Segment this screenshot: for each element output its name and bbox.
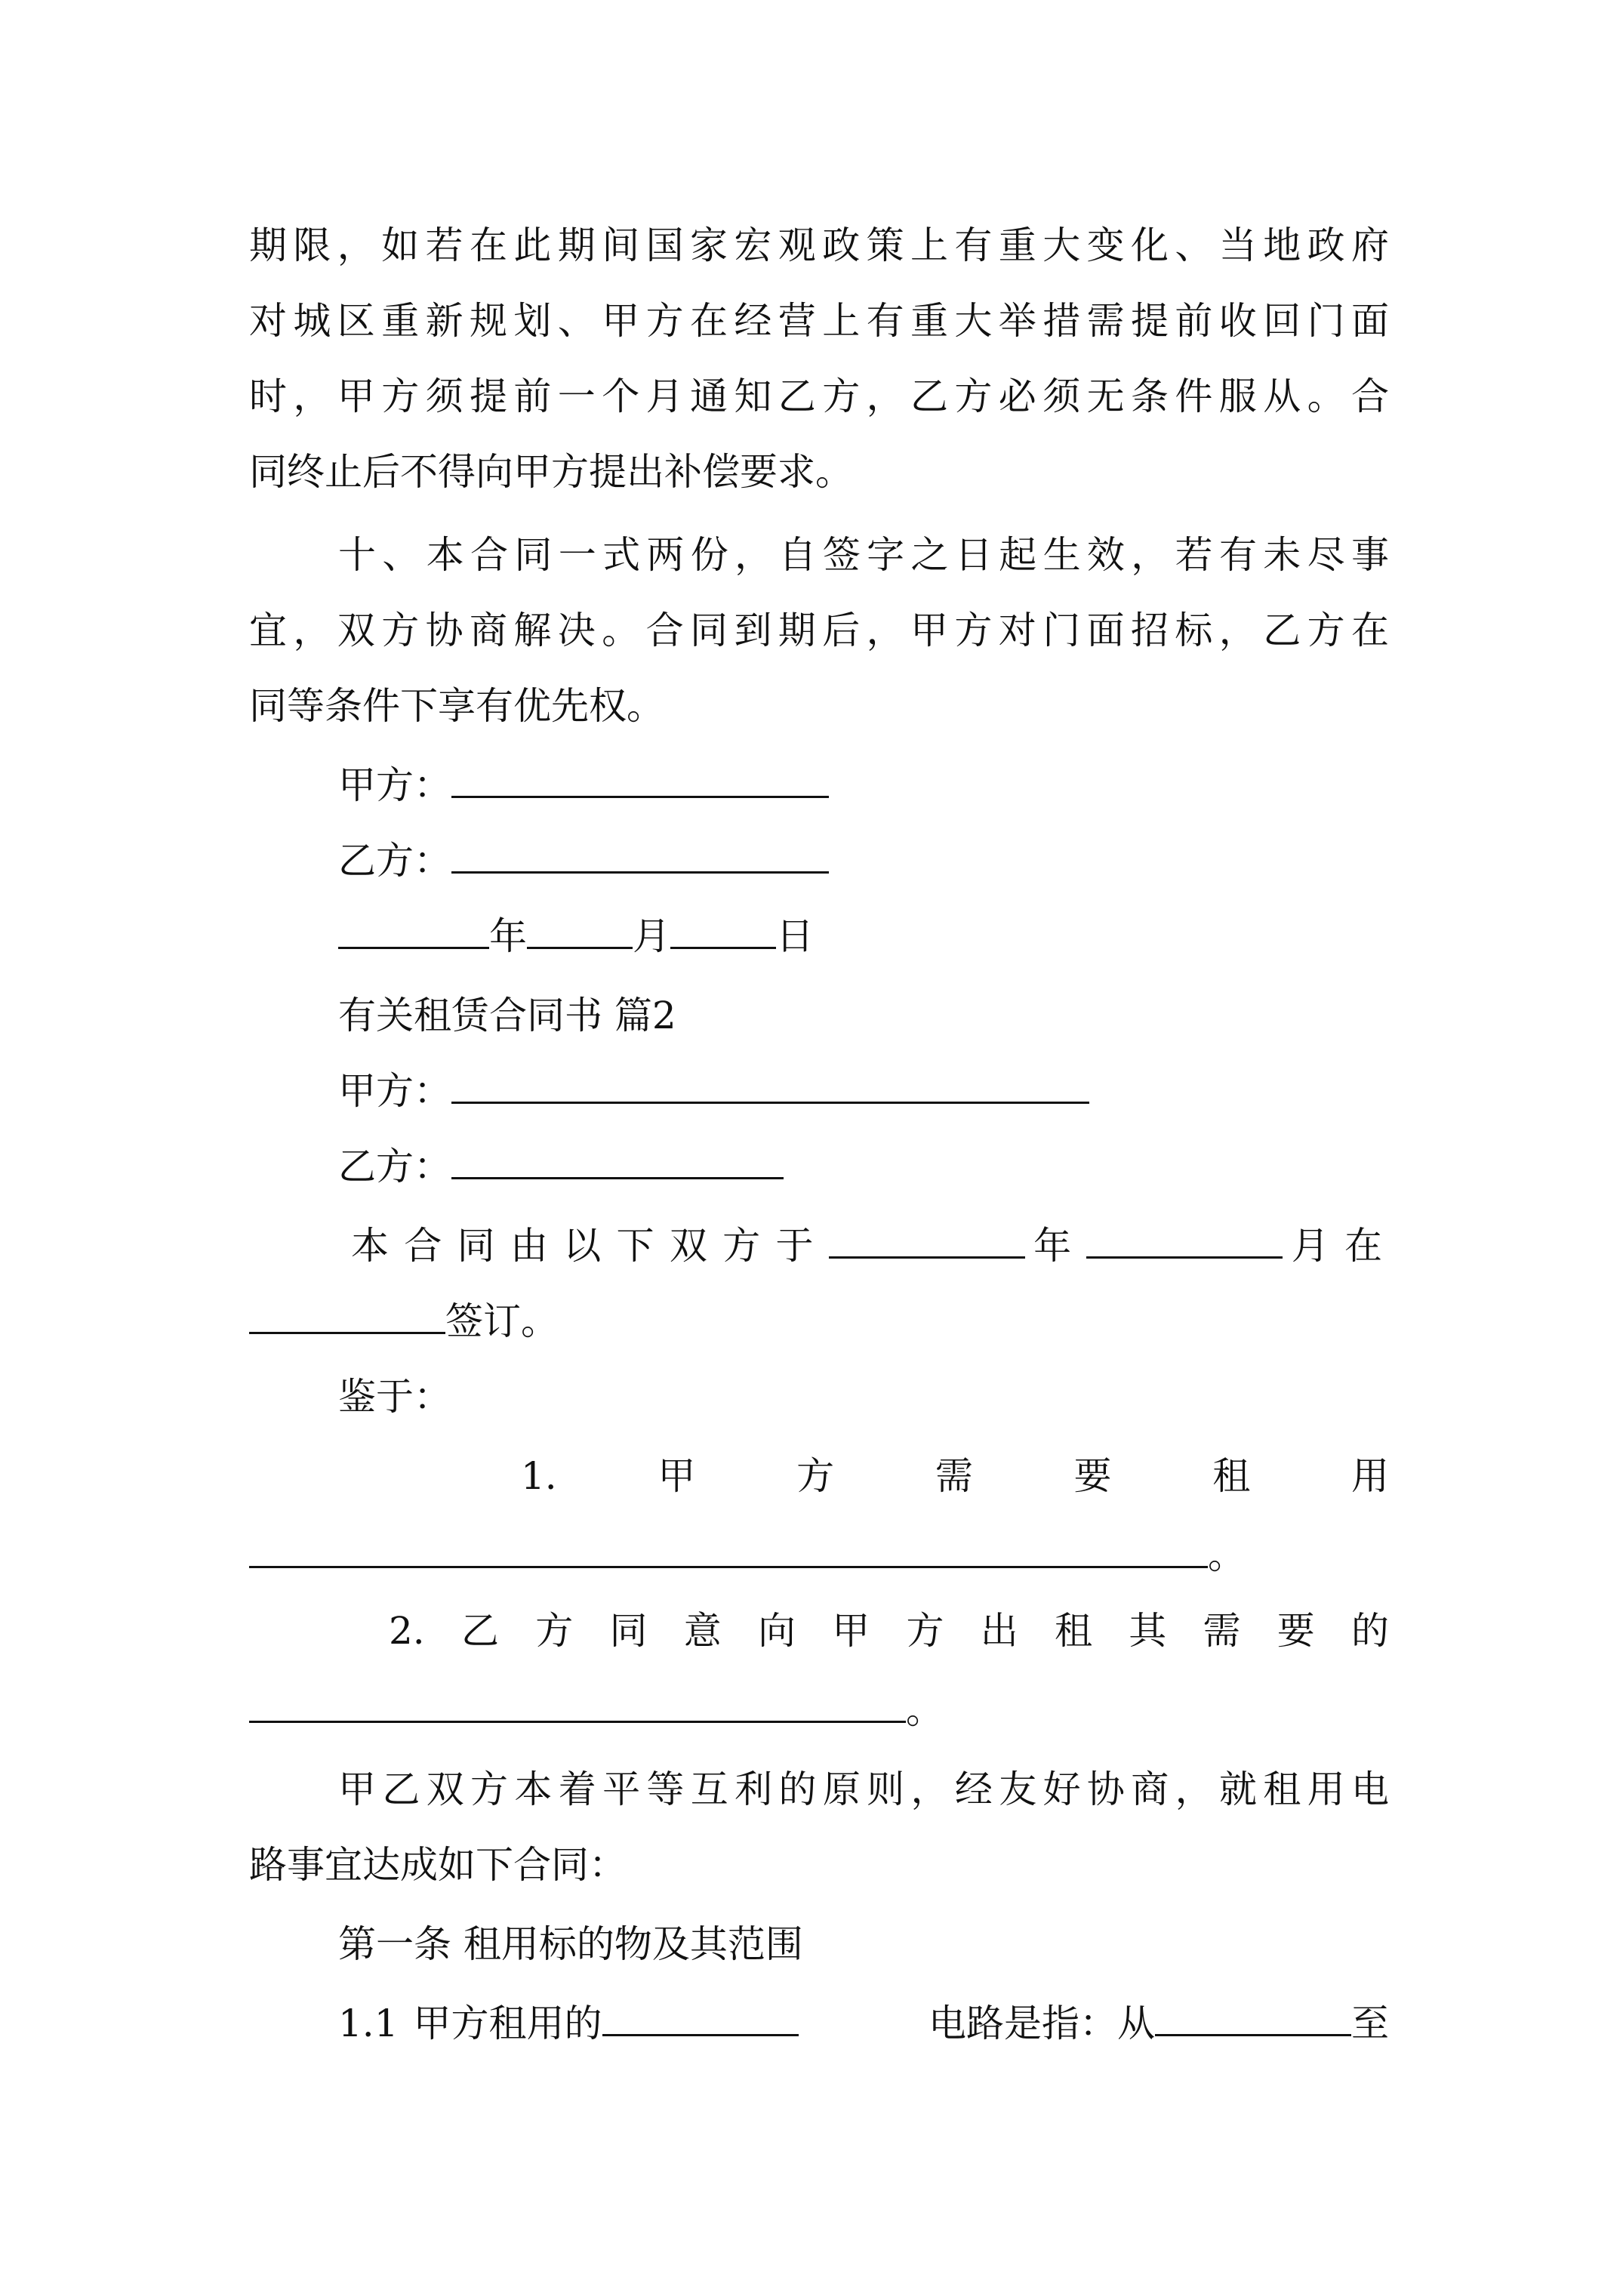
signing-prefix: 本合同由以下双方于 (351, 1224, 829, 1268)
party-b-blank (451, 1145, 784, 1179)
item-word: 租 (1212, 1454, 1251, 1498)
party-a-signature-line (338, 747, 1389, 823)
party-a-blank (451, 764, 829, 798)
agreement-line: 甲乙双方本着平等互利的原则，经友好协商，就租用电 (338, 1767, 1389, 1811)
party-b-label: 乙方： (338, 1145, 451, 1188)
day-label: 日 (776, 914, 814, 958)
clause-text: 电路是指：从 (929, 2002, 1155, 2045)
signing-place-line (249, 1284, 1389, 1359)
item-number: 1. (521, 1454, 557, 1498)
whereas-item-2-blank-line (249, 1672, 1389, 1748)
whereas-item-1-blank-line (249, 1518, 1389, 1593)
signing-line (351, 1208, 1389, 1284)
signing-year-label: 年 (1024, 1224, 1087, 1268)
party-a-label: 甲方： (338, 1069, 451, 1113)
section2-party-b-line (338, 1129, 1389, 1204)
item-word: 用 (1350, 1454, 1389, 1498)
party-b-signature-line (338, 823, 1389, 898)
clause-1-1-part-b (929, 1986, 1389, 2061)
item-word: 甲 (658, 1454, 696, 1498)
item-word: 出 (980, 1609, 1018, 1653)
whereas-item-2 (389, 1593, 1389, 1669)
paragraph-line: 同终止后不得向甲方提出补偿要求。 (249, 450, 853, 494)
item-2-blank (249, 1689, 906, 1723)
item-word: 租 (1054, 1609, 1092, 1653)
item-word: 需 (935, 1454, 973, 1498)
item-word: 乙 (460, 1609, 499, 1653)
signing-month-label: 月在 (1283, 1224, 1389, 1268)
paragraph-line: 同等条件下享有优先权。 (249, 684, 664, 728)
date-line (338, 898, 1389, 974)
clause-number: 1.1 (338, 2002, 399, 2045)
from-blank (1155, 2002, 1351, 2036)
item-1-blank (249, 1534, 1208, 1568)
clause-10-line: 十、本合同一式两份，自签字之日起生效，若有未尽事 (338, 533, 1389, 577)
signing-year-blank (829, 1225, 1025, 1259)
item-word: 方 (906, 1609, 944, 1653)
item-word: 其 (1129, 1609, 1167, 1653)
paragraph-line: 时，甲方须提前一个月通知乙方，乙方必须无条件服从。合 (249, 374, 1389, 418)
item-word: 要 (1073, 1454, 1112, 1498)
signing-suffix: 签订。 (445, 1299, 559, 1343)
item-word: 方 (796, 1454, 835, 1498)
item-word: 向 (757, 1609, 796, 1653)
party-a-blank (451, 1070, 1089, 1104)
clause-1-1 (338, 1986, 1389, 2061)
item-word: 同 (609, 1609, 648, 1653)
whereas-label: 鉴于： (338, 1375, 451, 1419)
clause-1-1-part-a (338, 1986, 799, 2061)
day-blank (670, 915, 776, 949)
item-number: 2. (389, 1609, 425, 1653)
signing-place-blank (249, 1300, 445, 1334)
month-blank (527, 915, 633, 949)
item-end: 。 (906, 1688, 944, 1732)
item-word: 的 (1350, 1609, 1389, 1653)
agreement-line: 路事宜达成如下合同： (249, 1843, 627, 1887)
item-word: 意 (683, 1609, 722, 1653)
month-label: 月 (633, 914, 670, 958)
whereas-item-1 (521, 1438, 1389, 1514)
year-blank (338, 915, 489, 949)
section2-party-a-line (338, 1053, 1389, 1129)
party-a-label: 甲方： (338, 763, 451, 807)
paragraph-line: 对城区重新规划、甲方在经营上有重大举措需提前收回门面 (249, 299, 1389, 343)
paragraph-line: 期限，如若在此期间国家宏观政策上有重大变化、当地政府 (249, 223, 1389, 267)
party-b-label: 乙方： (338, 839, 451, 883)
signing-month-blank (1086, 1225, 1283, 1259)
section-heading: 有关租赁合同书 篇2 (338, 994, 676, 1037)
clause-text: 至 (1351, 2002, 1389, 2045)
item-word: 甲 (832, 1609, 870, 1653)
article-1-title: 第一条 租用标的物及其范围 (338, 1922, 803, 1966)
item-word: 要 (1277, 1609, 1315, 1653)
item-word: 方 (535, 1609, 574, 1653)
circuit-blank (602, 2002, 799, 2036)
item-word: 需 (1203, 1609, 1241, 1653)
party-b-blank (451, 840, 829, 874)
paragraph-line: 宜，双方协商解决。合同到期后，甲方对门面招标，乙方在 (249, 609, 1389, 652)
item-end: 。 (1208, 1533, 1246, 1577)
clause-text: 甲方租用的 (413, 2002, 602, 2045)
year-label: 年 (489, 914, 527, 958)
